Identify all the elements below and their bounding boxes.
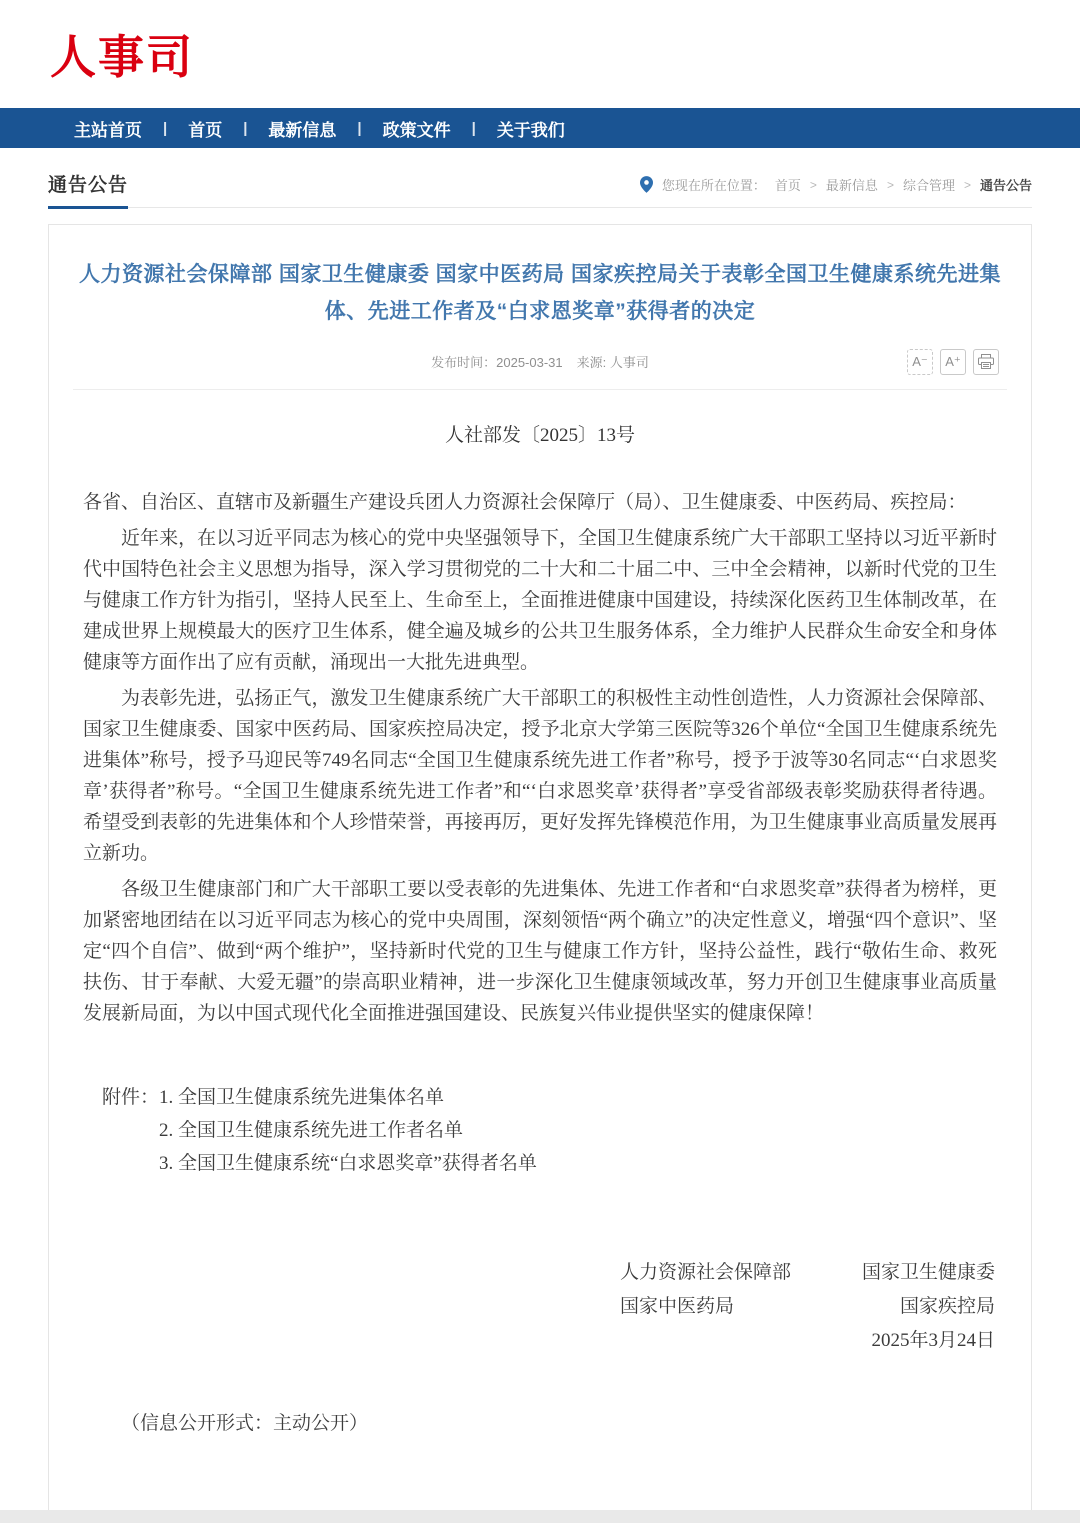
signer-natcm: 国家中医药局 bbox=[620, 1295, 735, 1317]
print-button[interactable] bbox=[973, 349, 999, 375]
nav-item-main-home[interactable]: 主站首页 bbox=[74, 120, 142, 140]
signer-mohrss: 人力资源社会保障部 bbox=[620, 1261, 792, 1283]
signature-row-1 bbox=[620, 1256, 995, 1290]
attachments-list bbox=[102, 1081, 997, 1180]
font-decrease-button[interactable]: A⁻ bbox=[907, 349, 933, 375]
signature-block bbox=[620, 1256, 995, 1358]
nav-separator: | bbox=[163, 119, 168, 137]
location-pin-icon bbox=[640, 176, 653, 193]
nav-item-home[interactable]: 首页 bbox=[188, 120, 223, 140]
attachment-item-3: 3. 全国卫生健康系统“白求恩奖章”获得者名单 bbox=[159, 1152, 537, 1174]
meta-divider bbox=[73, 389, 1007, 390]
signature-row-2 bbox=[620, 1290, 995, 1324]
document-body bbox=[73, 420, 1007, 1439]
nav-separator: | bbox=[357, 119, 362, 137]
signer-nhc: 国家卫生健康委 bbox=[861, 1261, 995, 1283]
nav-separator: | bbox=[243, 119, 248, 137]
article-meta bbox=[73, 349, 1007, 377]
nav-item-about-us[interactable]: 关于我们 bbox=[496, 120, 565, 140]
breadcrumb bbox=[640, 175, 1032, 207]
breadcrumb-separator: > bbox=[963, 177, 971, 192]
publish-date-label: 发布时间： bbox=[431, 354, 497, 370]
site-header bbox=[0, 0, 1080, 108]
info-disclosure-line: （信息公开形式：主动公开） bbox=[121, 1412, 369, 1434]
attachment-line-1 bbox=[102, 1081, 997, 1114]
article-toolbar bbox=[907, 349, 999, 375]
breadcrumb-prefix: 您现在所在位置： bbox=[661, 178, 766, 193]
attachment-item-2: 2. 全国卫生健康系统先进工作者名单 bbox=[159, 1119, 464, 1141]
document-number: 人社部发〔2025〕13号 bbox=[444, 424, 635, 446]
article-card bbox=[48, 224, 1032, 1523]
section-title: 通告公告 bbox=[48, 170, 128, 209]
body-paragraph-2: 为表彰先进，弘扬正气，激发卫生健康系统广大干部职工的积极性主动性创造性，人力资源社会保障部、国家卫生健康委、国家中医药局、国家疾控局决定，授予北京大学第三医院等326个单位“全国卫生健康系统先进集体”称号，授予马迎民等749名同志“全国卫生健康系统先进工作者”称号，授予于波等30名同志“‘白求恩奖章’获得者”称号。“全国卫生健康系统先进工作者”和“‘白求恩奖章’获得者”享受省部级表彰奖励获得者待遇。希望受到表彰的先进集体和个人珍惜荣誉，再接再厉，更好发挥先锋模范作用，为卫生健康事业高质量发展再立新功。 bbox=[83, 687, 997, 864]
attachments-label: 附件： bbox=[102, 1086, 160, 1108]
font-increase-button[interactable]: A⁺ bbox=[940, 349, 966, 375]
publish-date-value: 2025-03-31 bbox=[496, 354, 563, 370]
salutation-paragraph: 各省、自治区、直辖市及新疆生产建设兵团人力资源社会保障厅（局）、卫生健康委、中医药局、疾控局： bbox=[83, 491, 967, 513]
printer-icon bbox=[978, 354, 994, 369]
footer-strip bbox=[0, 1510, 1080, 1523]
breadcrumb-separator: > bbox=[809, 177, 817, 192]
attachment-item-1: 1. 全国卫生健康系统先进集体名单 bbox=[159, 1086, 445, 1108]
body-paragraph-1: 近年来，在以习近平同志为核心的党中央坚强领导下，全国卫生健康系统广大干部职工坚持以习近平新时代中国特色社会主义思想为指导，深入学习贯彻党的二十大和二十届二中、三中全会精神，以新时代党的卫生与健康工作方针为指引，坚持人民至上、生命至上，全面推进健康中国建设，持续深化医药卫生体制改革，在建成世界上规模最大的医疗卫生体系，健全遍及城乡的公共卫生服务体系，全力维护人民群众生命安全和身体健康等方面作出了应有贡献，涌现出一大批先进典型。 bbox=[83, 527, 997, 673]
signature-date: 2025年3月24日 bbox=[871, 1329, 995, 1351]
breadcrumb-item-latest-news[interactable]: 最新信息 bbox=[825, 178, 878, 193]
main-nav bbox=[0, 108, 1080, 148]
nav-separator: | bbox=[471, 119, 476, 137]
body-paragraph-3: 各级卫生健康部门和广大干部职工要以受表彰的先进集体、先进工作者和“白求恩奖章”获得者为榜样，更加紧密地团结在以习近平同志为核心的党中央周围，深刻领悟“两个确立”的决定性意义，增强“四个意识”、坚定“四个自信”、做到“两个维护”，坚持新时代党的卫生与健康工作方针，坚持公益性，践行“敬佑生命、救死扶伤、甘于奉献、大爱无疆”的崇高职业精神，进一步深化卫生健康领域改革，努力开创卫生健康事业高质量发展新局面，为以中国式现代化全面推进强国建设、民族复兴伟业提供坚实的健康保障！ bbox=[83, 878, 997, 1024]
nav-item-policy-documents[interactable]: 政策文件 bbox=[382, 120, 451, 140]
source-value: 人事司 bbox=[609, 354, 649, 370]
signer-cdc-admin: 国家疾控局 bbox=[899, 1295, 995, 1317]
site-logo[interactable]: 人事司 bbox=[50, 31, 194, 83]
breadcrumb-item-current: 通告公告 bbox=[979, 178, 1032, 193]
breadcrumb-item-home[interactable]: 首页 bbox=[774, 178, 801, 193]
source-label: 来源: bbox=[576, 354, 607, 370]
article-title: 人力资源社会保障部 国家卫生健康委 国家中医药局 国家疾控局关于表彰全国卫生健康系统先进集体、先进工作者及“白求恩奖章”获得者的决定 bbox=[79, 263, 1001, 323]
subheader bbox=[48, 148, 1032, 208]
nav-item-latest-news[interactable]: 最新信息 bbox=[268, 120, 337, 140]
breadcrumb-separator: > bbox=[886, 177, 894, 192]
breadcrumb-item-general-management[interactable]: 综合管理 bbox=[902, 178, 955, 193]
